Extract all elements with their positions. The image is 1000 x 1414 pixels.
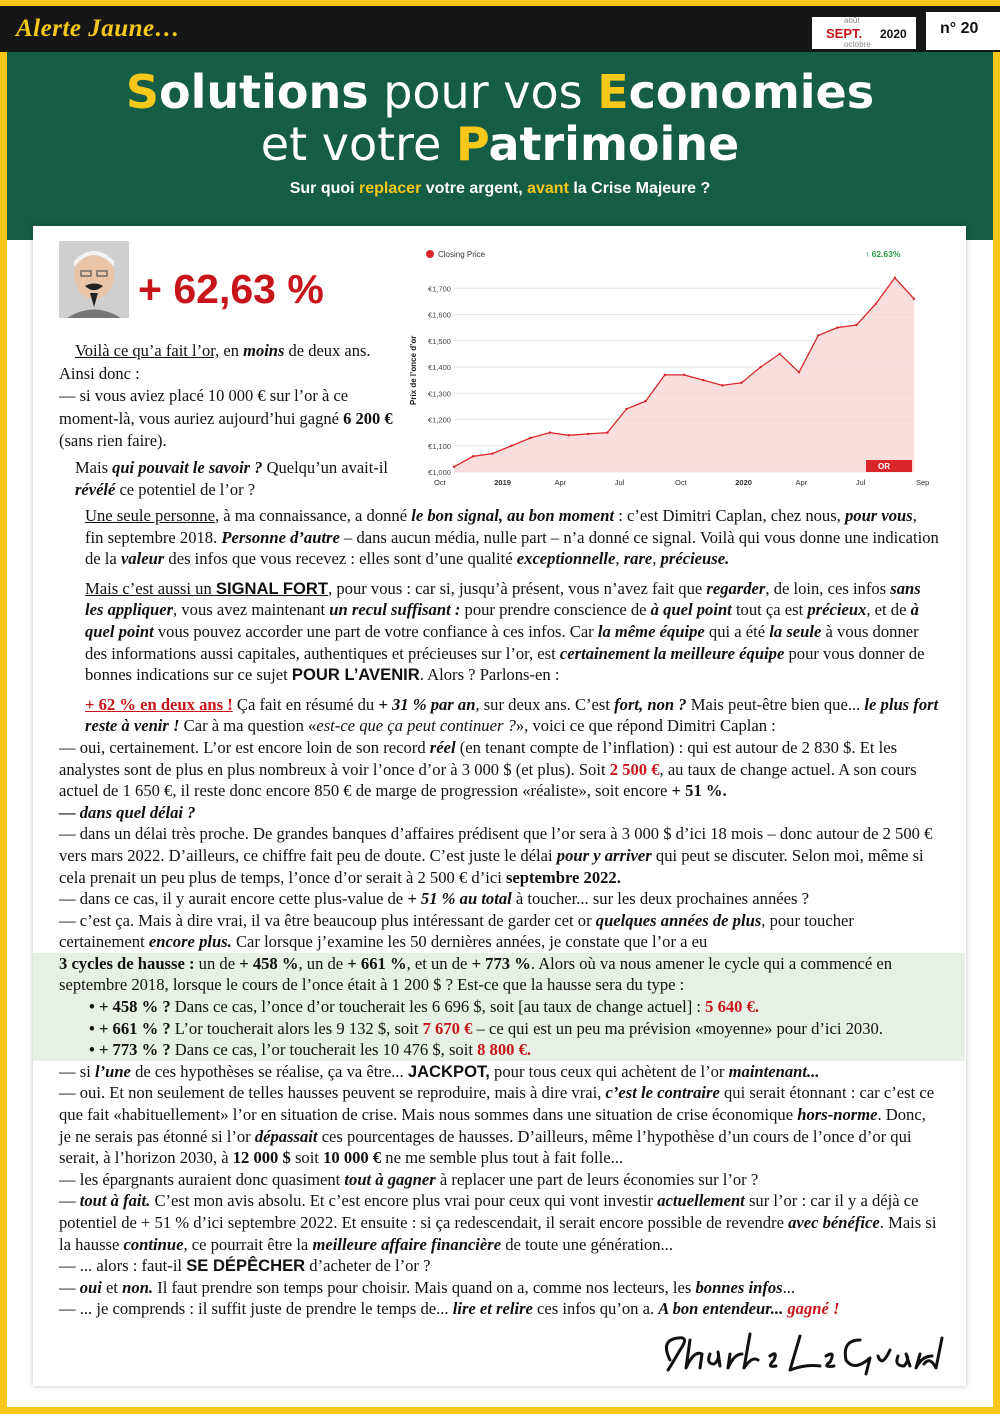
intro-text-span: Voilà ce qu’a fait l’or, — [75, 341, 220, 360]
body-text: regarder — [706, 578, 766, 598]
intro-gain-value: 6 200 € — [343, 408, 393, 428]
chart-x-tick-label: Apr — [795, 478, 808, 487]
body-text: Car lorsque j’examine les 50 dernières années, je constate que l’or a eu — [231, 932, 708, 952]
body-text: Car à ma question « — [179, 716, 317, 736]
paragraph-question — [59, 1169, 939, 1191]
body-text: — dans ce cas, il y aurait encore cette plus-value de — [59, 889, 408, 909]
intro-line: Ainsi donc : — [59, 363, 140, 383]
chart-legend-marker — [426, 250, 434, 258]
body-text: actuellement — [657, 1191, 745, 1211]
body-text: — oui. Et non seulement de telles hausses peuvent se reproduire, mais à dire vrai, — [59, 1083, 606, 1103]
body-text: fort, non ? — [614, 694, 687, 714]
body-text: , pour toucher certainement — [59, 910, 854, 952]
paragraph-question — [59, 888, 939, 910]
body-text: qui serait étonnant : car c’est ce que fait «habituellement» l’or en situation de crise. Mais nous sommes dans une situation de crise économique — [59, 1083, 935, 1125]
chart-data-point — [683, 374, 685, 376]
body-text: ces pourcentages de hausses. D’ailleurs, même l’hypothèse d’un cours de l’once d’or qui serait, à l’horizon 2030, à — [59, 1126, 912, 1168]
body-text: pour vous — [844, 506, 913, 525]
intro-text-span: de deux ans. — [284, 341, 371, 360]
body-text: SIGNAL FORT — [215, 578, 329, 598]
paragraph-answer — [59, 1277, 939, 1299]
body-text: est-ce que ça peut continuer ? — [316, 716, 516, 736]
subtitle-highlight: replacer — [359, 180, 422, 197]
chart-data-point — [740, 382, 742, 384]
body-text: + 458 % — [239, 953, 299, 973]
body-text: tout à gagner — [344, 1169, 436, 1189]
body-text: , à ma connaissance, a donné — [214, 506, 412, 525]
body-text: , — [615, 549, 624, 569]
intro-text-span: qui pouvait le savoir ? — [112, 457, 263, 477]
author-photo — [59, 241, 129, 318]
body-text: POUR L’AVENIR — [291, 665, 420, 685]
body-text: maintenant... — [728, 1061, 820, 1081]
body-text: soit — [290, 1148, 324, 1168]
body-text: 2 500 € — [609, 759, 660, 779]
paragraph-signal-fort — [59, 578, 939, 686]
body-text: JACKPOT, — [407, 1061, 490, 1081]
body-text: 8 800 €. — [477, 1040, 532, 1060]
body-text: d’acheter de l’or ? — [305, 1256, 431, 1276]
body-text: . Alors ? Parlons-en : — [419, 665, 560, 685]
headline-percentage: + 62,63 % — [138, 266, 324, 312]
body-text: — — [59, 1191, 80, 1211]
signature-drawing — [650, 1320, 950, 1380]
body-text: bonnes infos — [695, 1277, 783, 1297]
body-text: — c’est ça. Mais à dire vrai, il va être beaucoup plus intéressant de garder cet or — [59, 910, 596, 930]
body-text: sur l’or : car il y a déjà ce potentiel de + 51 % d’ici septembre 2022. Et ensuite : si ça redescendait, il serait encore possible de revendre — [59, 1191, 919, 1232]
subtitle-part: votre argent, — [421, 180, 528, 197]
body-text: sans les appliquer — [85, 578, 921, 620]
chart-y-tick-label: €1,100 — [428, 441, 451, 451]
intro-text-span: Quelqu’un avait-il — [262, 457, 389, 477]
body-text: L’or toucherait alors les 9 132 $, soit — [170, 1018, 423, 1038]
body-text: (en tenant compte de l’inflation) : qui est autour de 2 830 $. Et les analystes sont de plus en plus nombreux à voir l’once d’or à 3 000 $ (et plus). Soit — [59, 737, 898, 779]
list-item — [59, 1039, 939, 1061]
chart-x-tick-label: Apr — [554, 478, 567, 487]
chart-x-tick-label: Oct — [675, 478, 687, 487]
body-text: la seule — [769, 621, 822, 641]
body-text: pour y arriver — [556, 845, 652, 865]
body-text: continue — [123, 1234, 184, 1254]
list-item — [59, 996, 939, 1018]
body-text: — dans un délai très proche. De grandes banques d’affaires prédisent que l’or sera à 3 000 $ d’ici 18 mois – donc autour de 2 500 € vers mars 2022. D’ailleurs, ce chiffre fait peu de doute. C’est juste le délai — [59, 824, 933, 865]
body-text: à toucher... sur les deux prochaines années ? — [511, 889, 809, 909]
body-text: — oui, certainement. L’or est encore loin de son record — [59, 737, 430, 757]
body-text: — — [59, 1277, 80, 1297]
chart-data-point — [894, 277, 896, 279]
title-word-patrimoine: atrimoine — [488, 117, 740, 171]
chart-x-tick-label: Jul — [614, 478, 625, 487]
paragraph-question — [59, 1061, 939, 1083]
chart-svg — [409, 240, 930, 490]
paragraph-answer — [59, 910, 939, 953]
body-text: meilleure affaire financière — [312, 1234, 502, 1254]
paragraph-interview-intro — [59, 694, 939, 737]
title-word-et-votre: et votre — [260, 117, 456, 171]
intro-text-span: moins — [243, 341, 285, 360]
body-text: Mais peut-être bien que... — [686, 694, 865, 714]
body-text: – ce qui est un peu ma prévision «moyenne» pour d’ici 2030. — [472, 1018, 883, 1038]
chart-data-point — [644, 400, 646, 402]
body-text: à vous donner des informations aussi capitales, authentiques et précieuses sur l’or, est — [85, 621, 919, 663]
body-text: — si — [59, 1061, 95, 1081]
body-text: l’une — [94, 1061, 131, 1081]
chart-data-point — [759, 366, 761, 368]
body-text: et — [101, 1277, 123, 1297]
paragraph-question — [59, 1255, 939, 1277]
body-text: , pour vous : car si, jusqu’à présent, vous n’avez fait que — [328, 578, 707, 598]
body-text: gagné ! — [787, 1299, 840, 1319]
body-text: , fin septembre 2018. — [85, 506, 917, 547]
body-text: • + 458 % ? — [89, 997, 171, 1017]
body-text: 3 cycles de hausse : — [59, 953, 195, 973]
body-text: de ces hypothèses se réalise, ça va être... — [130, 1061, 408, 1081]
chart-data-point — [568, 434, 570, 436]
intro-text — [59, 340, 404, 502]
paragraph-answer — [59, 823, 939, 888]
title-word-economies: conomies — [628, 65, 875, 119]
body-text: de toute une génération... — [501, 1234, 673, 1254]
chart-legend-label: Closing Price — [438, 250, 486, 259]
chart-data-point — [549, 431, 551, 433]
body-text: ces infos qu’on a. — [532, 1299, 659, 1319]
body-text: 12 000 $ — [232, 1148, 291, 1168]
body-text: septembre 2022. — [505, 867, 621, 887]
chart-y-tick-label: €1,600 — [428, 310, 451, 320]
body-text: , sur deux ans. C’est — [475, 694, 615, 714]
chart-data-point — [836, 326, 838, 328]
body-text: lire et relire — [452, 1299, 533, 1319]
chart-data-point — [472, 455, 474, 457]
intro-text-span: (sans rien faire). — [59, 431, 167, 450]
top-bar — [0, 0, 1000, 52]
chart-y-tick-label: €1,000 — [428, 468, 451, 477]
intro-text-span: — si vous aviez placé 10 000 € sur l’or à ce moment-là, vous auriez aujourd’hui gagné — [59, 386, 349, 428]
chart-y-tick-label: €1,400 — [428, 363, 451, 372]
body-text: • + 661 % ? — [89, 1018, 171, 1038]
body-text: pour tous ceux qui achètent de l’or — [489, 1061, 729, 1081]
date-box — [812, 17, 916, 49]
body-text: Mais c’est aussi un — [85, 578, 216, 598]
chart-data-point — [817, 334, 819, 336]
body-text: , ce pourrait être la — [183, 1234, 313, 1254]
chart-x-tick-label: Jul — [855, 478, 866, 487]
body-text: ... — [782, 1277, 796, 1297]
body-text: qui peut se discuter. Selon moi, même si cela prenait un peu plus de temps, l’once d’or serait à 2 500 € d’ici — [59, 845, 924, 887]
chart-x-tick-label: 2019 — [494, 478, 511, 487]
brand-name: Alerte Jaune… — [16, 15, 181, 42]
chart-change-badge: ↑ 62.63% — [865, 249, 901, 259]
body-text: valeur — [120, 549, 165, 569]
body-text: la même équipe — [597, 621, 705, 641]
body-text: Ça fait en résumé du — [232, 694, 379, 714]
paragraph-conclusion — [59, 1298, 939, 1320]
body-text: Il faut prendre son temps pour choisir. Mais quand on a, comme nos lecteurs, les — [153, 1277, 696, 1297]
body-text: quelques années de plus — [595, 910, 762, 930]
body-text: Personne d’autre — [221, 527, 340, 547]
article-body — [59, 505, 939, 1320]
title-initial-p: P — [455, 117, 489, 171]
body-text: + 51 %. — [671, 781, 727, 801]
signature — [650, 1320, 950, 1380]
chart-data-point — [702, 379, 704, 381]
chart-data-point — [606, 431, 608, 433]
issue-number: n° 20 — [940, 20, 979, 37]
body-text: + 51 % au total — [407, 889, 512, 909]
body-text: Dans ce cas, l’or toucherait les 10 476 $, soit — [170, 1040, 478, 1060]
body-text: . Mais si la hausse — [59, 1213, 937, 1254]
chart-data-point — [510, 445, 512, 447]
cycles-highlight-box — [33, 953, 965, 1061]
chart-x-tick-label: Oct — [434, 478, 446, 487]
body-text: Dans ce cas, l’once d’or toucherait les 6 696 $, soit [au taux de change actuel] : — [170, 997, 706, 1017]
body-text: », voici ce que répond Dimitri Caplan : — [515, 716, 776, 736]
body-text: , un de — [298, 953, 348, 973]
date-current-month: SEPT. — [826, 26, 863, 41]
chart-data-point — [453, 466, 455, 468]
body-text: , et un de — [406, 953, 472, 973]
body-text: tout ça est — [731, 600, 808, 620]
body-text: à quel point — [650, 600, 732, 620]
body-text: des infos que vous recevez : elles sont d’une qualité — [164, 549, 517, 569]
body-text: . Alors où va nous amener le cycle qui a commencé en septembre 2018, lorsque le cours de l’once était à 1 200 $ ? Est-ce que la hausse sera du type : — [59, 953, 893, 995]
chart-data-point — [625, 408, 627, 410]
body-text: + 31 % par an — [378, 694, 476, 714]
list-item — [59, 1018, 939, 1040]
body-text: , — [652, 549, 661, 569]
body-text: oui — [79, 1277, 102, 1297]
body-text: tout à fait. — [79, 1191, 151, 1211]
paragraph-signal — [59, 505, 939, 570]
chart-data-point — [913, 298, 915, 300]
title-word-pour-vos: pour vos — [368, 65, 598, 119]
body-text: certainement la meilleure équipe — [559, 643, 785, 663]
chart-data-point — [529, 437, 531, 439]
chart-y-tick-label: €1,700 — [428, 284, 451, 294]
chart-y-tick-label: €1,300 — [428, 389, 451, 399]
date-previous-month: août — [844, 16, 860, 25]
page-subtitle — [7, 180, 993, 198]
body-text: pour vous donner de bonnes indications sur ce sujet — [85, 643, 925, 685]
body-text: A bon entendeur... — [658, 1299, 784, 1319]
body-text: – dans aucun média, nulle part – n’a donné ce signal. Voilà qui vous donne une indication de la — [85, 527, 939, 569]
body-text: à quel point — [85, 600, 919, 641]
body-text: réel — [429, 737, 456, 757]
body-text: encore plus. — [148, 932, 232, 952]
body-text: le bon signal, au bon moment — [411, 506, 615, 525]
body-text: vous pouvez accorder une part de votre confiance à ces infos. Car — [153, 621, 598, 641]
body-text: 10 000 € — [323, 1148, 382, 1168]
body-text: avec bénéfice — [788, 1213, 880, 1232]
body-text: 5 640 €. — [705, 997, 760, 1017]
gold-price-chart — [409, 240, 930, 490]
subtitle-part: la Crise Majeure ? — [568, 180, 711, 197]
body-text: un recul suffisant : — [329, 600, 461, 620]
body-text: précieux — [807, 600, 867, 620]
body-text: précieuse. — [660, 549, 730, 569]
body-text: rare — [623, 549, 653, 569]
body-text: ne me semble plus tout à fait folle... — [381, 1148, 624, 1168]
chart-data-point — [798, 371, 800, 373]
chart-watermark-text: OR — [878, 462, 890, 471]
title-word-solutions: olutions — [158, 65, 369, 119]
chart-y-tick-label: €1,500 — [428, 336, 451, 346]
intro-text-span: Mais — [75, 457, 113, 477]
hero-banner — [7, 52, 993, 240]
body-text: c’est le contraire — [605, 1083, 720, 1103]
body-text: , vous avez maintenant — [173, 600, 330, 620]
title-initial-s: S — [125, 65, 159, 119]
chart-x-tick-label: 2020 — [735, 478, 752, 487]
paragraph-answer — [59, 1082, 939, 1168]
intro-text-span: révélé — [75, 480, 116, 499]
body-text: + 661 % — [347, 953, 407, 973]
paragraph-answer — [59, 737, 939, 802]
body-text: dépassait — [254, 1126, 318, 1146]
title-initial-e: E — [597, 65, 629, 119]
body-text: — ... je comprends : il suffit juste de prendre le temps de... — [59, 1299, 453, 1319]
issue-box — [926, 12, 1000, 50]
body-text: SE DÉPÊCHER — [186, 1256, 306, 1276]
body-text: à replacer une part de leurs économies sur l’or ? — [435, 1169, 759, 1189]
date-next-month: octobre — [844, 40, 871, 49]
subtitle-part: Sur quoi — [289, 180, 360, 197]
body-text: non. — [122, 1277, 154, 1297]
chart-data-point — [721, 384, 723, 386]
body-text: Une seule personne — [85, 506, 215, 525]
chart-data-point — [874, 303, 876, 305]
body-text: C’est mon avis absolu. Et c’est encore plus vrai pour ceux qui vont investir — [150, 1191, 658, 1211]
body-text: — les épargnants auraient donc quasiment — [59, 1169, 345, 1189]
paragraph-cycles — [59, 953, 939, 996]
body-text: 7 670 € — [422, 1018, 473, 1038]
portrait-icon — [59, 241, 129, 318]
intro-text-span: ce potentiel de l’or ? — [115, 480, 256, 499]
body-text: , et de — [866, 600, 911, 620]
body-text: — ... alors : faut-il — [59, 1256, 187, 1276]
body-text: , de loin, ces infos — [765, 578, 891, 598]
subtitle-highlight: avant — [527, 180, 569, 197]
chart-data-point — [664, 374, 666, 376]
chart-data-point — [779, 353, 781, 355]
chart-x-tick-label: Sep — [916, 478, 930, 487]
body-text: . Donc, je ne serais pas étonné si l’or — [59, 1105, 926, 1146]
paragraph-question: — dans quel délai ? — [59, 802, 196, 822]
body-text: , au taux de change actuel. A son cours actuel de 1 650 €, il reste donc encore 850 € de marge de progression «réaliste», soit encore — [59, 759, 917, 801]
chart-y-axis-label: Prix de l’once d’or — [409, 335, 418, 405]
body-text: + 62 % en deux ans ! — [85, 694, 233, 714]
intro-text-span: en — [219, 341, 244, 360]
chart-data-point — [587, 433, 589, 435]
chart-data-point — [855, 324, 857, 326]
body-text: pour prendre conscience de — [460, 600, 651, 620]
body-text: + 773 % — [471, 953, 531, 973]
body-text: : c’est Dimitri Caplan, chez nous, — [614, 506, 845, 525]
body-text: qui a été — [704, 621, 770, 641]
paragraph-answer — [59, 1190, 939, 1255]
body-text: • + 773 % ? — [89, 1040, 171, 1060]
body-text: un de — [194, 953, 240, 973]
body-text: le plus fort reste à venir ! — [85, 694, 939, 736]
body-text: hors-norme — [797, 1105, 878, 1125]
chart-y-tick-label: €1,200 — [428, 415, 451, 425]
page-title — [7, 66, 993, 170]
chart-data-point — [491, 452, 493, 454]
body-text: exceptionnelle — [516, 549, 616, 569]
date-year: 2020 — [880, 27, 907, 41]
